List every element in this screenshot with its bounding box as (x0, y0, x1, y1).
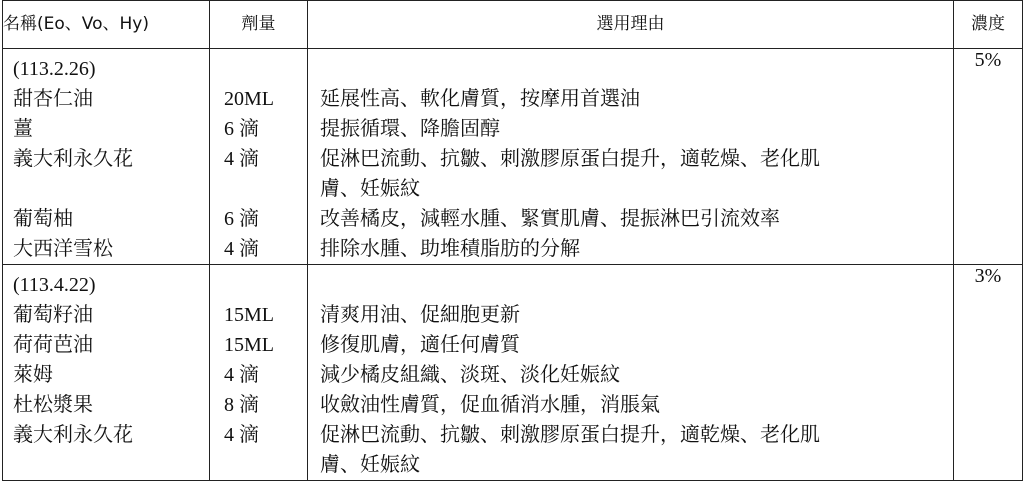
names-cell (3, 49, 210, 265)
table-header-row (3, 1, 1023, 49)
oil-reason: 減少橘皮組織、淡斑、淡化妊娠紋 (320, 364, 620, 386)
oil-name: 荷荷芭油 (13, 334, 93, 356)
oil-dose: 6 滴 (224, 118, 259, 140)
reasons-cell (308, 49, 954, 265)
oil-reason: 改善橘皮，減輕水腫、緊實肌膚、提振淋巴引流效率 (320, 208, 780, 230)
oil-name: 葡萄柚 (13, 208, 73, 230)
oil-reason: 排除水腫、助堆積脂肪的分解 (320, 238, 580, 260)
oil-name: 義大利永久花 (13, 148, 133, 170)
oil-dose: 6 滴 (224, 208, 259, 230)
table-row (3, 49, 1023, 265)
oil-dose: 4 滴 (224, 148, 259, 170)
header-dose: 劑量 (210, 1, 308, 49)
oil-dose: 4 滴 (224, 364, 259, 386)
oil-reason: 促淋巴流動、抗皺、刺激膠原蛋白提升，適乾燥、老化肌 (320, 148, 820, 170)
oil-name: 杜松漿果 (13, 394, 93, 416)
header-concentration: 濃度 (954, 1, 1023, 49)
names-cell (3, 265, 210, 481)
oil-reason: 清爽用油、促細胞更新 (320, 304, 520, 326)
oil-dose: 15ML (224, 334, 274, 356)
concentration-cell: 3% (954, 265, 1023, 481)
oil-reason: 膚、妊娠紋 (320, 178, 420, 200)
oil-reason: 延展性高、軟化膚質，按摩用首選油 (320, 88, 640, 110)
reasons-cell (308, 265, 954, 481)
section-date: (113.4.22) (13, 274, 96, 296)
doses-cell (210, 49, 308, 265)
header-reason: 選用理由 (308, 1, 954, 49)
table-row (3, 265, 1023, 481)
oil-reason: 收斂油性膚質，促血循消水腫，消脹氣 (320, 394, 660, 416)
oil-reason: 修復肌膚，適任何膚質 (320, 334, 520, 356)
header-name: 名稱(Eo、Vo、Hy) (3, 1, 210, 49)
oil-reason: 促淋巴流動、抗皺、刺激膠原蛋白提升，適乾燥、老化肌 (320, 424, 820, 446)
oil-reason: 提振循環、降膽固醇 (320, 118, 500, 140)
section-date: (113.2.26) (13, 58, 96, 80)
essential-oil-table (2, 0, 1023, 481)
oil-name: 薑 (13, 118, 33, 140)
doses-cell (210, 265, 308, 481)
concentration-cell: 5% (954, 49, 1023, 265)
oil-dose: 4 滴 (224, 424, 259, 446)
oil-name: 萊姆 (13, 364, 53, 386)
oil-name: 葡萄籽油 (13, 304, 93, 326)
oil-dose: 4 滴 (224, 238, 259, 260)
oil-dose: 20ML (224, 88, 274, 110)
oil-reason: 膚、妊娠紋 (320, 454, 420, 476)
oil-dose: 15ML (224, 304, 274, 326)
oil-name: 甜杏仁油 (13, 88, 93, 110)
oil-name: 義大利永久花 (13, 424, 133, 446)
oil-dose: 8 滴 (224, 394, 259, 416)
oil-name: 大西洋雪松 (13, 238, 113, 260)
